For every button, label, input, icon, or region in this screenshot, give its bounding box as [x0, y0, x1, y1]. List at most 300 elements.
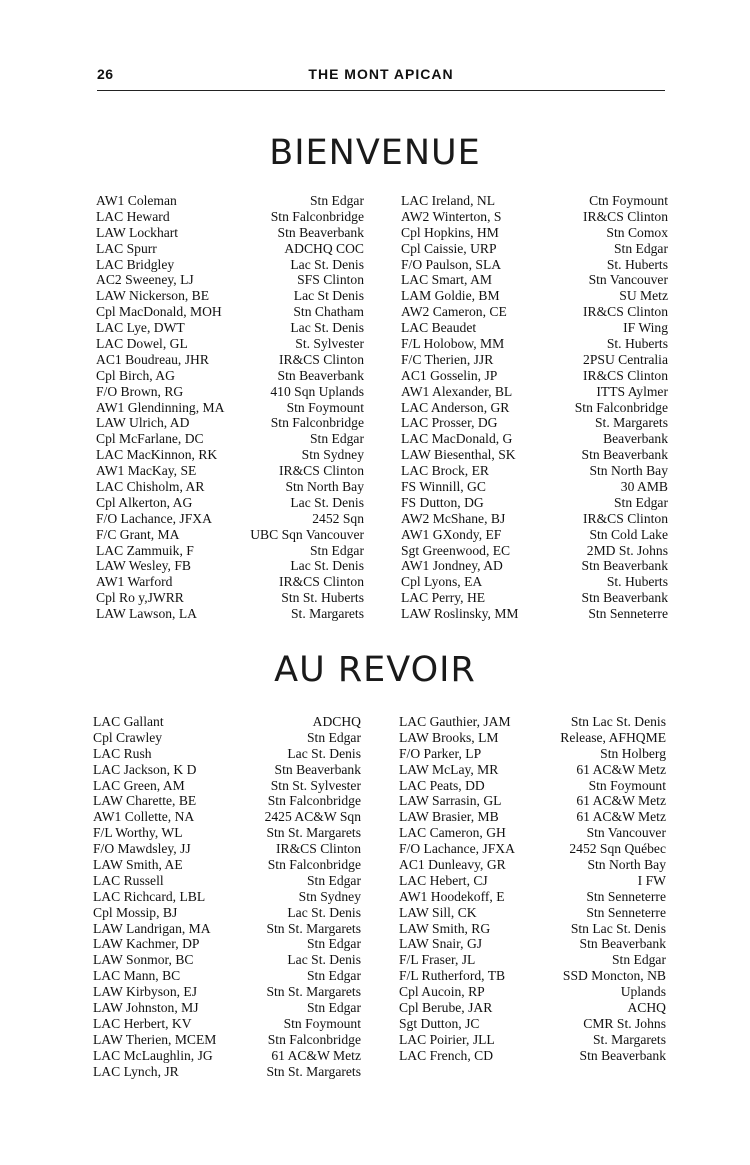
personnel-entry [401, 368, 668, 384]
personnel-name: AW1 Alexander, BL [401, 383, 513, 399]
personnel-station: Stn Comox [606, 224, 668, 240]
personnel-station: Lac St. Denis [287, 904, 361, 920]
personnel-station: Stn Holberg [600, 745, 666, 761]
personnel-name: AW1 Jondney, AD [401, 558, 503, 574]
personnel-name: LAC Bridgley [96, 256, 175, 272]
personnel-entry [93, 809, 361, 825]
personnel-station: St. Margarets [291, 606, 364, 622]
personnel-entry [399, 778, 666, 794]
personnel-station: Lac St. Denis [290, 494, 364, 510]
personnel-entry [399, 762, 666, 778]
personnel-station: CMR St. Johns [583, 1015, 666, 1031]
personnel-name: LAW Sonmor, BC [93, 952, 194, 968]
personnel-entry [399, 905, 666, 921]
personnel-entry [401, 209, 668, 225]
personnel-station: Stn Edgar [310, 193, 364, 208]
bienvenue-right-column [401, 193, 668, 622]
personnel-station: Stn Chatham [293, 304, 364, 320]
personnel-name: Cpl Caissie, URP [401, 240, 497, 256]
personnel-entry [93, 905, 361, 921]
personnel-station: Lac St. Denis [287, 745, 361, 761]
personnel-name: Cpl Aucoin, RP [399, 984, 485, 1000]
personnel-name: LAC Prosser, DG [401, 415, 498, 431]
personnel-name: AC2 Sweeney, LJ [96, 272, 194, 288]
personnel-station: Stn Foymount [283, 1015, 361, 1031]
personnel-station: Stn Falconbridge [270, 415, 364, 431]
personnel-station: Stn Foymount [286, 399, 364, 415]
personnel-station: Stn Falconbridge [267, 793, 361, 809]
personnel-entry [93, 730, 361, 746]
personnel-name: LAC Green, AM [93, 777, 185, 793]
personnel-name: LAW Johnston, MJ [93, 1000, 199, 1016]
personnel-entry [96, 495, 364, 511]
personnel-station: St. Margarets [593, 1031, 666, 1047]
personnel-entry [93, 889, 361, 905]
personnel-entry [399, 1048, 666, 1064]
personnel-name: Cpl Ro y,JWRR [96, 590, 184, 606]
personnel-entry [399, 1032, 666, 1048]
personnel-station: IR&CS Clinton [276, 841, 361, 857]
personnel-name: LAC Gauthier, JAM [399, 714, 511, 729]
personnel-station: Stn Cold Lake [589, 526, 668, 542]
personnel-name: LAC Cameron, GH [399, 825, 506, 841]
personnel-station: IF Wing [623, 320, 668, 336]
personnel-name: F/O Mawdsley, JJ [93, 841, 191, 857]
personnel-entry [93, 841, 361, 857]
personnel-station: ADCHQ [312, 714, 361, 729]
personnel-entry [399, 809, 666, 825]
personnel-entry [96, 590, 364, 606]
personnel-station: Stn Vancouver [586, 825, 666, 841]
personnel-station: Stn Beaverbank [579, 936, 666, 952]
personnel-name: LAC Ireland, NL [401, 193, 495, 208]
personnel-entry [401, 225, 668, 241]
personnel-name: Cpl Berube, JAR [399, 1000, 493, 1016]
personnel-entry [401, 511, 668, 527]
personnel-name: LAC Richcard, LBL [93, 888, 206, 904]
personnel-name: Cpl Alkerton, AG [96, 494, 193, 510]
personnel-station: Lac St. Denis [287, 952, 361, 968]
personnel-entry [399, 921, 666, 937]
personnel-name: LAW Landrigan, MA [93, 920, 211, 936]
personnel-name: LAC MacDonald, G [401, 431, 513, 447]
personnel-station: Stn North Bay [587, 857, 666, 873]
personnel-station: Ctn Foymount [589, 193, 668, 208]
personnel-station: 2425 AC&W Sqn [264, 809, 361, 825]
personnel-station: Stn Foymount [588, 777, 666, 793]
personnel-entry [93, 936, 361, 952]
personnel-station: 2PSU Centralia [583, 351, 668, 367]
personnel-station: 61 AC&W Metz [271, 1047, 361, 1063]
personnel-name: Cpl McFarlane, DC [96, 431, 204, 447]
personnel-name: LAW Roslinsky, MM [401, 606, 519, 622]
personnel-entry [399, 873, 666, 889]
personnel-station: SSD Moncton, NB [562, 968, 666, 984]
personnel-entry [93, 952, 361, 968]
personnel-name: LAW Biesenthal, SK [401, 447, 516, 463]
personnel-name: LAW Brasier, MB [399, 809, 499, 825]
personnel-station: SFS Clinton [297, 272, 364, 288]
personnel-name: LAC Peats, DD [399, 777, 485, 793]
personnel-entry [96, 304, 364, 320]
personnel-station: IR&CS Clinton [583, 510, 668, 526]
personnel-name: AW2 Winterton, S [401, 208, 502, 224]
personnel-station: SU Metz [619, 288, 668, 304]
personnel-entry [96, 193, 364, 209]
personnel-station: Stn Beaverbank [581, 590, 668, 606]
personnel-station: Stn Edgar [614, 494, 668, 510]
personnel-name: LAC Poirier, JLL [399, 1031, 495, 1047]
personnel-station: Stn Sydney [301, 447, 364, 463]
personnel-entry [399, 841, 666, 857]
personnel-entry [399, 984, 666, 1000]
personnel-name: Sgt Dutton, JC [399, 1015, 480, 1031]
personnel-entry [399, 936, 666, 952]
personnel-entry [399, 889, 666, 905]
personnel-entry [93, 762, 361, 778]
personnel-entry [399, 746, 666, 762]
personnel-station: Stn Beaverbank [274, 761, 361, 777]
au-revoir-right-column [399, 714, 666, 1064]
personnel-station: Stn Lac St. Denis [570, 920, 666, 936]
personnel-entry [401, 558, 668, 574]
personnel-entry [399, 793, 666, 809]
personnel-name: LAC Lye, DWT [96, 320, 185, 336]
personnel-entry [401, 495, 668, 511]
personnel-station: Stn St. Margarets [266, 825, 361, 841]
bienvenue-heading: BIENVENUE [269, 133, 481, 173]
personnel-station: St. Huberts [606, 256, 668, 272]
personnel-station: Stn Sydney [298, 888, 361, 904]
page-number: 26 [97, 66, 114, 82]
personnel-name: LAC Herbert, KV [93, 1015, 192, 1031]
personnel-station: Stn Edgar [310, 431, 364, 447]
personnel-entry [401, 543, 668, 559]
personnel-entry [93, 1000, 361, 1016]
personnel-entry [96, 384, 364, 400]
personnel-station: Release, AFHQME [560, 729, 666, 745]
personnel-entry [401, 447, 668, 463]
personnel-name: AC1 Gosselin, JP [401, 367, 498, 383]
personnel-entry [96, 606, 364, 622]
personnel-entry [401, 241, 668, 257]
personnel-station: St. Huberts [606, 336, 668, 352]
personnel-name: AW2 Cameron, CE [401, 304, 507, 320]
personnel-station: Stn Edgar [307, 1000, 361, 1016]
personnel-name: LAW Smith, AE [93, 857, 183, 873]
personnel-entry [399, 857, 666, 873]
personnel-station: 2MD St. Johns [586, 542, 668, 558]
personnel-station: Lac St Denis [293, 288, 364, 304]
personnel-station: IR&CS Clinton [279, 351, 364, 367]
personnel-station: Stn Edgar [307, 729, 361, 745]
personnel-name: F/L Holobow, MM [401, 336, 505, 352]
personnel-entry [96, 272, 364, 288]
personnel-station: Beaverbank [603, 431, 668, 447]
personnel-name: AW1 Coleman [96, 193, 177, 208]
personnel-name: LAC MacKinnon, RK [96, 447, 218, 463]
personnel-station: Stn Falconbridge [267, 857, 361, 873]
personnel-entry [399, 1000, 666, 1016]
personnel-station: ACHQ [627, 1000, 666, 1016]
personnel-name: Sgt Greenwood, EC [401, 542, 511, 558]
personnel-name: LAW Therien, MCEM [93, 1031, 217, 1047]
personnel-station: Stn North Bay [285, 479, 364, 495]
personnel-entry [96, 368, 364, 384]
personnel-station: Stn St. Margarets [266, 920, 361, 936]
personnel-entry [401, 336, 668, 352]
personnel-name: LAW Kachmer, DP [93, 936, 200, 952]
personnel-station: 61 AC&W Metz [576, 809, 666, 825]
au-revoir-left-column [93, 714, 361, 1079]
personnel-name: LAC Chisholm, AR [96, 479, 205, 495]
personnel-station: Stn Falconbridge [267, 1031, 361, 1047]
au-revoir-heading: AU REVOIR [274, 650, 476, 690]
personnel-name: LAC McLaughlin, JG [93, 1047, 213, 1063]
personnel-name: LAW Lockhart [96, 224, 179, 240]
page-header [97, 66, 665, 88]
personnel-entry [401, 272, 668, 288]
personnel-name: LAC Heward [96, 208, 170, 224]
personnel-entry [399, 952, 666, 968]
personnel-entry [96, 415, 364, 431]
personnel-name: Cpl Hopkins, HM [401, 224, 499, 240]
journal-title: THE MONT APICAN [308, 66, 454, 82]
personnel-entry [93, 778, 361, 794]
personnel-name: LAM Goldie, BM [401, 288, 500, 304]
personnel-entry [93, 1032, 361, 1048]
personnel-name: LAC Hebert, CJ [399, 872, 488, 888]
personnel-name: LAC Rush [93, 745, 152, 761]
personnel-name: LAW Sarrasin, GL [399, 793, 502, 809]
personnel-station: IR&CS Clinton [583, 367, 668, 383]
personnel-name: Cpl Crawley [93, 729, 163, 745]
personnel-entry [93, 984, 361, 1000]
personnel-entry [401, 257, 668, 273]
personnel-station: 410 Sqn Uplands [270, 383, 364, 399]
personnel-station: 2452 Sqn Québec [569, 841, 666, 857]
personnel-entry [96, 336, 364, 352]
personnel-station: 61 AC&W Metz [576, 761, 666, 777]
personnel-name: LAW Snair, GJ [399, 936, 483, 952]
personnel-name: LAW Smith, RG [399, 920, 491, 936]
personnel-name: F/C Grant, MA [96, 526, 180, 542]
personnel-name: LAC Smart, AM [401, 272, 493, 288]
personnel-name: AW1 MacKay, SE [96, 463, 197, 479]
personnel-entry [93, 1016, 361, 1032]
bienvenue-left-column [96, 193, 364, 622]
personnel-station: ADCHQ COC [284, 240, 364, 256]
personnel-entry [399, 968, 666, 984]
personnel-name: AC1 Dunleavy, GR [399, 857, 506, 873]
personnel-name: AW1 Hoodekoff, E [399, 888, 505, 904]
personnel-entry [93, 793, 361, 809]
personnel-name: F/O Paulson, SLA [401, 256, 502, 272]
personnel-name: AW1 Warford [96, 574, 173, 590]
personnel-station: Stn St. Margarets [266, 1063, 361, 1079]
personnel-name: AW1 GXondy, EF [401, 526, 502, 542]
personnel-entry [96, 352, 364, 368]
personnel-station: Stn Senneterre [586, 904, 666, 920]
personnel-station: St. Sylvester [295, 336, 364, 352]
personnel-name: LAC Gallant [93, 714, 164, 729]
personnel-entry [96, 320, 364, 336]
personnel-name: FS Dutton, DG [401, 494, 484, 510]
personnel-station: Stn Falconbridge [270, 208, 364, 224]
personnel-name: LAC Perry, HE [401, 590, 486, 606]
personnel-entry [93, 825, 361, 841]
personnel-entry [96, 225, 364, 241]
personnel-station: Lac St. Denis [290, 256, 364, 272]
personnel-entry [401, 574, 668, 590]
personnel-entry [96, 209, 364, 225]
header-rule [97, 90, 665, 91]
personnel-name: LAW Sill, CK [399, 904, 477, 920]
personnel-entry [93, 714, 361, 730]
personnel-name: LAW Lawson, LA [96, 606, 197, 622]
personnel-entry [401, 352, 668, 368]
personnel-station: Stn Edgar [307, 936, 361, 952]
personnel-station: Lac St. Denis [290, 320, 364, 336]
personnel-station: 61 AC&W Metz [576, 793, 666, 809]
personnel-station: IR&CS Clinton [583, 208, 668, 224]
personnel-name: F/O Lachance, JFXA [96, 510, 212, 526]
personnel-name: LAW Wesley, FB [96, 558, 191, 574]
personnel-station: IR&CS Clinton [583, 304, 668, 320]
personnel-station: Stn Edgar [307, 872, 361, 888]
personnel-name: LAW Ulrich, AD [96, 415, 190, 431]
personnel-name: LAC French, CD [399, 1047, 494, 1063]
personnel-station: Stn Beaverbank [277, 224, 364, 240]
personnel-station: Stn Edgar [614, 240, 668, 256]
personnel-station: Stn Falconbridge [574, 399, 668, 415]
personnel-name: F/C Therien, JJR [401, 351, 494, 367]
personnel-station: Stn Senneterre [586, 888, 666, 904]
personnel-name: LAC Brock, ER [401, 463, 489, 479]
personnel-station: St. Margarets [595, 415, 668, 431]
personnel-station: I FW [637, 872, 666, 888]
personnel-name: F/O Brown, RG [96, 383, 184, 399]
personnel-entry [93, 873, 361, 889]
personnel-station: UBC Sqn Vancouver [250, 526, 364, 542]
personnel-entry [93, 921, 361, 937]
personnel-entry [399, 1016, 666, 1032]
personnel-entry [96, 257, 364, 273]
personnel-entry [96, 400, 364, 416]
personnel-station: 2452 Sqn [312, 510, 364, 526]
personnel-entry [401, 479, 668, 495]
personnel-entry [401, 320, 668, 336]
personnel-name: AW1 Glendinning, MA [96, 399, 225, 415]
personnel-name: LAW McLay, MR [399, 761, 499, 777]
personnel-station: Stn Beaverbank [581, 447, 668, 463]
personnel-name: LAC Spurr [96, 240, 157, 256]
personnel-station: IR&CS Clinton [279, 463, 364, 479]
personnel-entry [93, 857, 361, 873]
personnel-entry [96, 447, 364, 463]
personnel-name: LAC Jackson, K D [93, 761, 197, 777]
personnel-entry [399, 730, 666, 746]
personnel-station: Stn Beaverbank [277, 367, 364, 383]
personnel-entry [96, 558, 364, 574]
personnel-entry [96, 479, 364, 495]
personnel-name: LAC Anderson, GR [401, 399, 510, 415]
personnel-station: ITTS Aylmer [596, 383, 668, 399]
personnel-entry [401, 463, 668, 479]
personnel-name: AW1 Collette, NA [93, 809, 195, 825]
personnel-name: LAW Nickerson, BE [96, 288, 210, 304]
personnel-entry [399, 714, 666, 730]
personnel-entry [401, 415, 668, 431]
personnel-station: IR&CS Clinton [279, 574, 364, 590]
personnel-entry [401, 527, 668, 543]
personnel-name: LAC Beaudet [401, 320, 477, 336]
personnel-name: AC1 Boudreau, JHR [96, 351, 209, 367]
personnel-entry [96, 431, 364, 447]
personnel-entry [96, 288, 364, 304]
personnel-entry [401, 288, 668, 304]
personnel-station: Stn Senneterre [588, 606, 668, 622]
personnel-name: F/O Lachance, JFXA [399, 841, 515, 857]
personnel-entry [96, 511, 364, 527]
personnel-entry [401, 304, 668, 320]
personnel-station: Stn Beaverbank [579, 1047, 666, 1063]
personnel-name: LAC Dowel, GL [96, 336, 188, 352]
personnel-name: LAC Lynch, JR [93, 1063, 179, 1079]
personnel-station: Stn North Bay [589, 463, 668, 479]
personnel-station: Stn Edgar [310, 542, 364, 558]
personnel-name: LAC Russell [93, 872, 164, 888]
personnel-station: Stn Vancouver [588, 272, 668, 288]
personnel-name: Cpl Lyons, EA [401, 574, 483, 590]
personnel-station: Stn St. Margarets [266, 984, 361, 1000]
personnel-name: F/O Parker, LP [399, 745, 482, 761]
personnel-entry [96, 241, 364, 257]
personnel-entry [96, 574, 364, 590]
personnel-name: FS Winnill, GC [401, 479, 486, 495]
personnel-station: St. Huberts [606, 574, 668, 590]
personnel-entry [93, 968, 361, 984]
personnel-entry [401, 606, 668, 622]
personnel-name: Cpl Birch, AG [96, 367, 175, 383]
personnel-entry [399, 825, 666, 841]
personnel-name: F/L Worthy, WL [93, 825, 183, 841]
personnel-name: LAW Charette, BE [93, 793, 197, 809]
personnel-name: LAW Kirbyson, EJ [93, 984, 198, 1000]
personnel-entry [401, 590, 668, 606]
personnel-name: AW2 McShane, BJ [401, 510, 506, 526]
personnel-entry [401, 384, 668, 400]
personnel-station: Lac St. Denis [290, 558, 364, 574]
personnel-name: Cpl MacDonald, MOH [96, 304, 222, 320]
personnel-station: 30 AMB [620, 479, 668, 495]
personnel-station: Stn Edgar [612, 952, 666, 968]
personnel-name: F/L Fraser, JL [399, 952, 476, 968]
personnel-entry [93, 746, 361, 762]
personnel-entry [96, 527, 364, 543]
personnel-station: Uplands [620, 984, 666, 1000]
personnel-entry [401, 431, 668, 447]
personnel-station: Stn Beaverbank [581, 558, 668, 574]
personnel-name: F/L Rutherford, TB [399, 968, 506, 984]
personnel-entry [93, 1048, 361, 1064]
personnel-name: LAC Mann, BC [93, 968, 181, 984]
personnel-entry [401, 193, 668, 209]
personnel-name: LAC Zammuik, F [96, 542, 194, 558]
personnel-station: Stn St. Sylvester [270, 777, 361, 793]
personnel-station: Stn Lac St. Denis [570, 714, 666, 729]
personnel-entry [401, 400, 668, 416]
